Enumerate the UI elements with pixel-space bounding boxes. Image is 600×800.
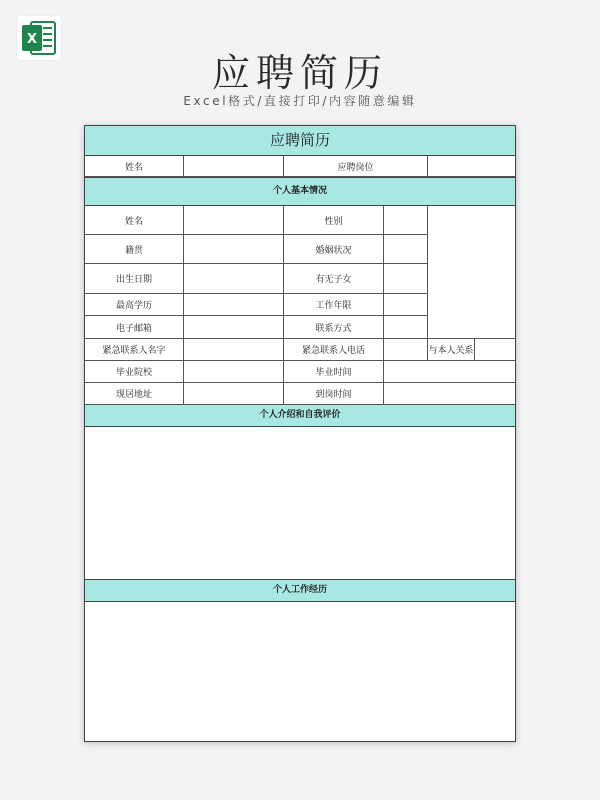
input-emergency-phone[interactable] (384, 339, 428, 361)
section-intro-band (85, 405, 515, 427)
input-position[interactable] (428, 156, 515, 177)
label-school: 毕业院校 (85, 361, 184, 383)
input-education[interactable] (184, 294, 284, 316)
section-work-title: 个人工作经历 (272, 585, 327, 595)
input-emergency-name[interactable] (184, 339, 284, 361)
page-subtitle: Excel格式/直接打印/内容随意编辑 (183, 94, 417, 108)
intro-textarea[interactable] (85, 427, 515, 579)
section-work-band (85, 579, 515, 602)
label-work-years: 工作年限 (284, 294, 384, 316)
label-education: 最高学历 (85, 294, 184, 316)
input-start-time[interactable] (384, 383, 515, 405)
work-textarea[interactable] (85, 602, 515, 741)
input-relationship[interactable] (475, 339, 515, 361)
label-gender: 性别 (284, 206, 384, 235)
input-name[interactable] (184, 206, 284, 235)
input-native-place[interactable] (184, 235, 284, 264)
resume-sheet (84, 125, 516, 742)
section-basic-title: 个人基本情况 (272, 186, 327, 196)
label-position: 应聘岗位 (284, 156, 428, 177)
sheet-title: 应聘简历 (269, 131, 330, 149)
input-gender[interactable] (384, 206, 428, 235)
label-birth-date: 出生日期 (85, 264, 184, 294)
label-marital-status: 婚姻状况 (284, 235, 384, 264)
input-marital-status[interactable] (384, 235, 428, 264)
input-address[interactable] (184, 383, 284, 405)
label-name: 姓名 (85, 206, 184, 235)
sheet-title-band (85, 126, 515, 156)
input-work-years[interactable] (384, 294, 428, 316)
input-contact[interactable] (384, 316, 428, 339)
input-graduation-time[interactable] (384, 361, 515, 383)
label-emergency-phone: 紧急联系人电话 (284, 339, 384, 361)
input-top-name[interactable] (184, 156, 284, 177)
svg-text:X: X (26, 32, 38, 47)
label-top-name: 姓名 (85, 156, 184, 177)
section-intro-title: 个人介绍和自我评价 (259, 410, 341, 420)
label-email: 电子邮箱 (85, 316, 184, 339)
label-emergency-name: 紧急联系人名字 (85, 339, 184, 361)
input-school[interactable] (184, 361, 284, 383)
label-graduation-time: 毕业时间 (284, 361, 384, 383)
label-native-place: 籍贯 (85, 235, 184, 264)
input-email[interactable] (184, 316, 284, 339)
label-relationship: 与本人关系 (428, 339, 475, 361)
photo-area[interactable] (428, 206, 515, 339)
input-children[interactable] (384, 264, 428, 294)
label-contact: 联系方式 (284, 316, 384, 339)
label-start-time: 到岗时间 (284, 383, 384, 405)
page-title: 应聘简历 (211, 51, 388, 95)
label-address: 现居地址 (85, 383, 184, 405)
label-children: 有无子女 (284, 264, 384, 294)
input-birth-date[interactable] (184, 264, 284, 294)
section-basic-band (85, 177, 515, 206)
